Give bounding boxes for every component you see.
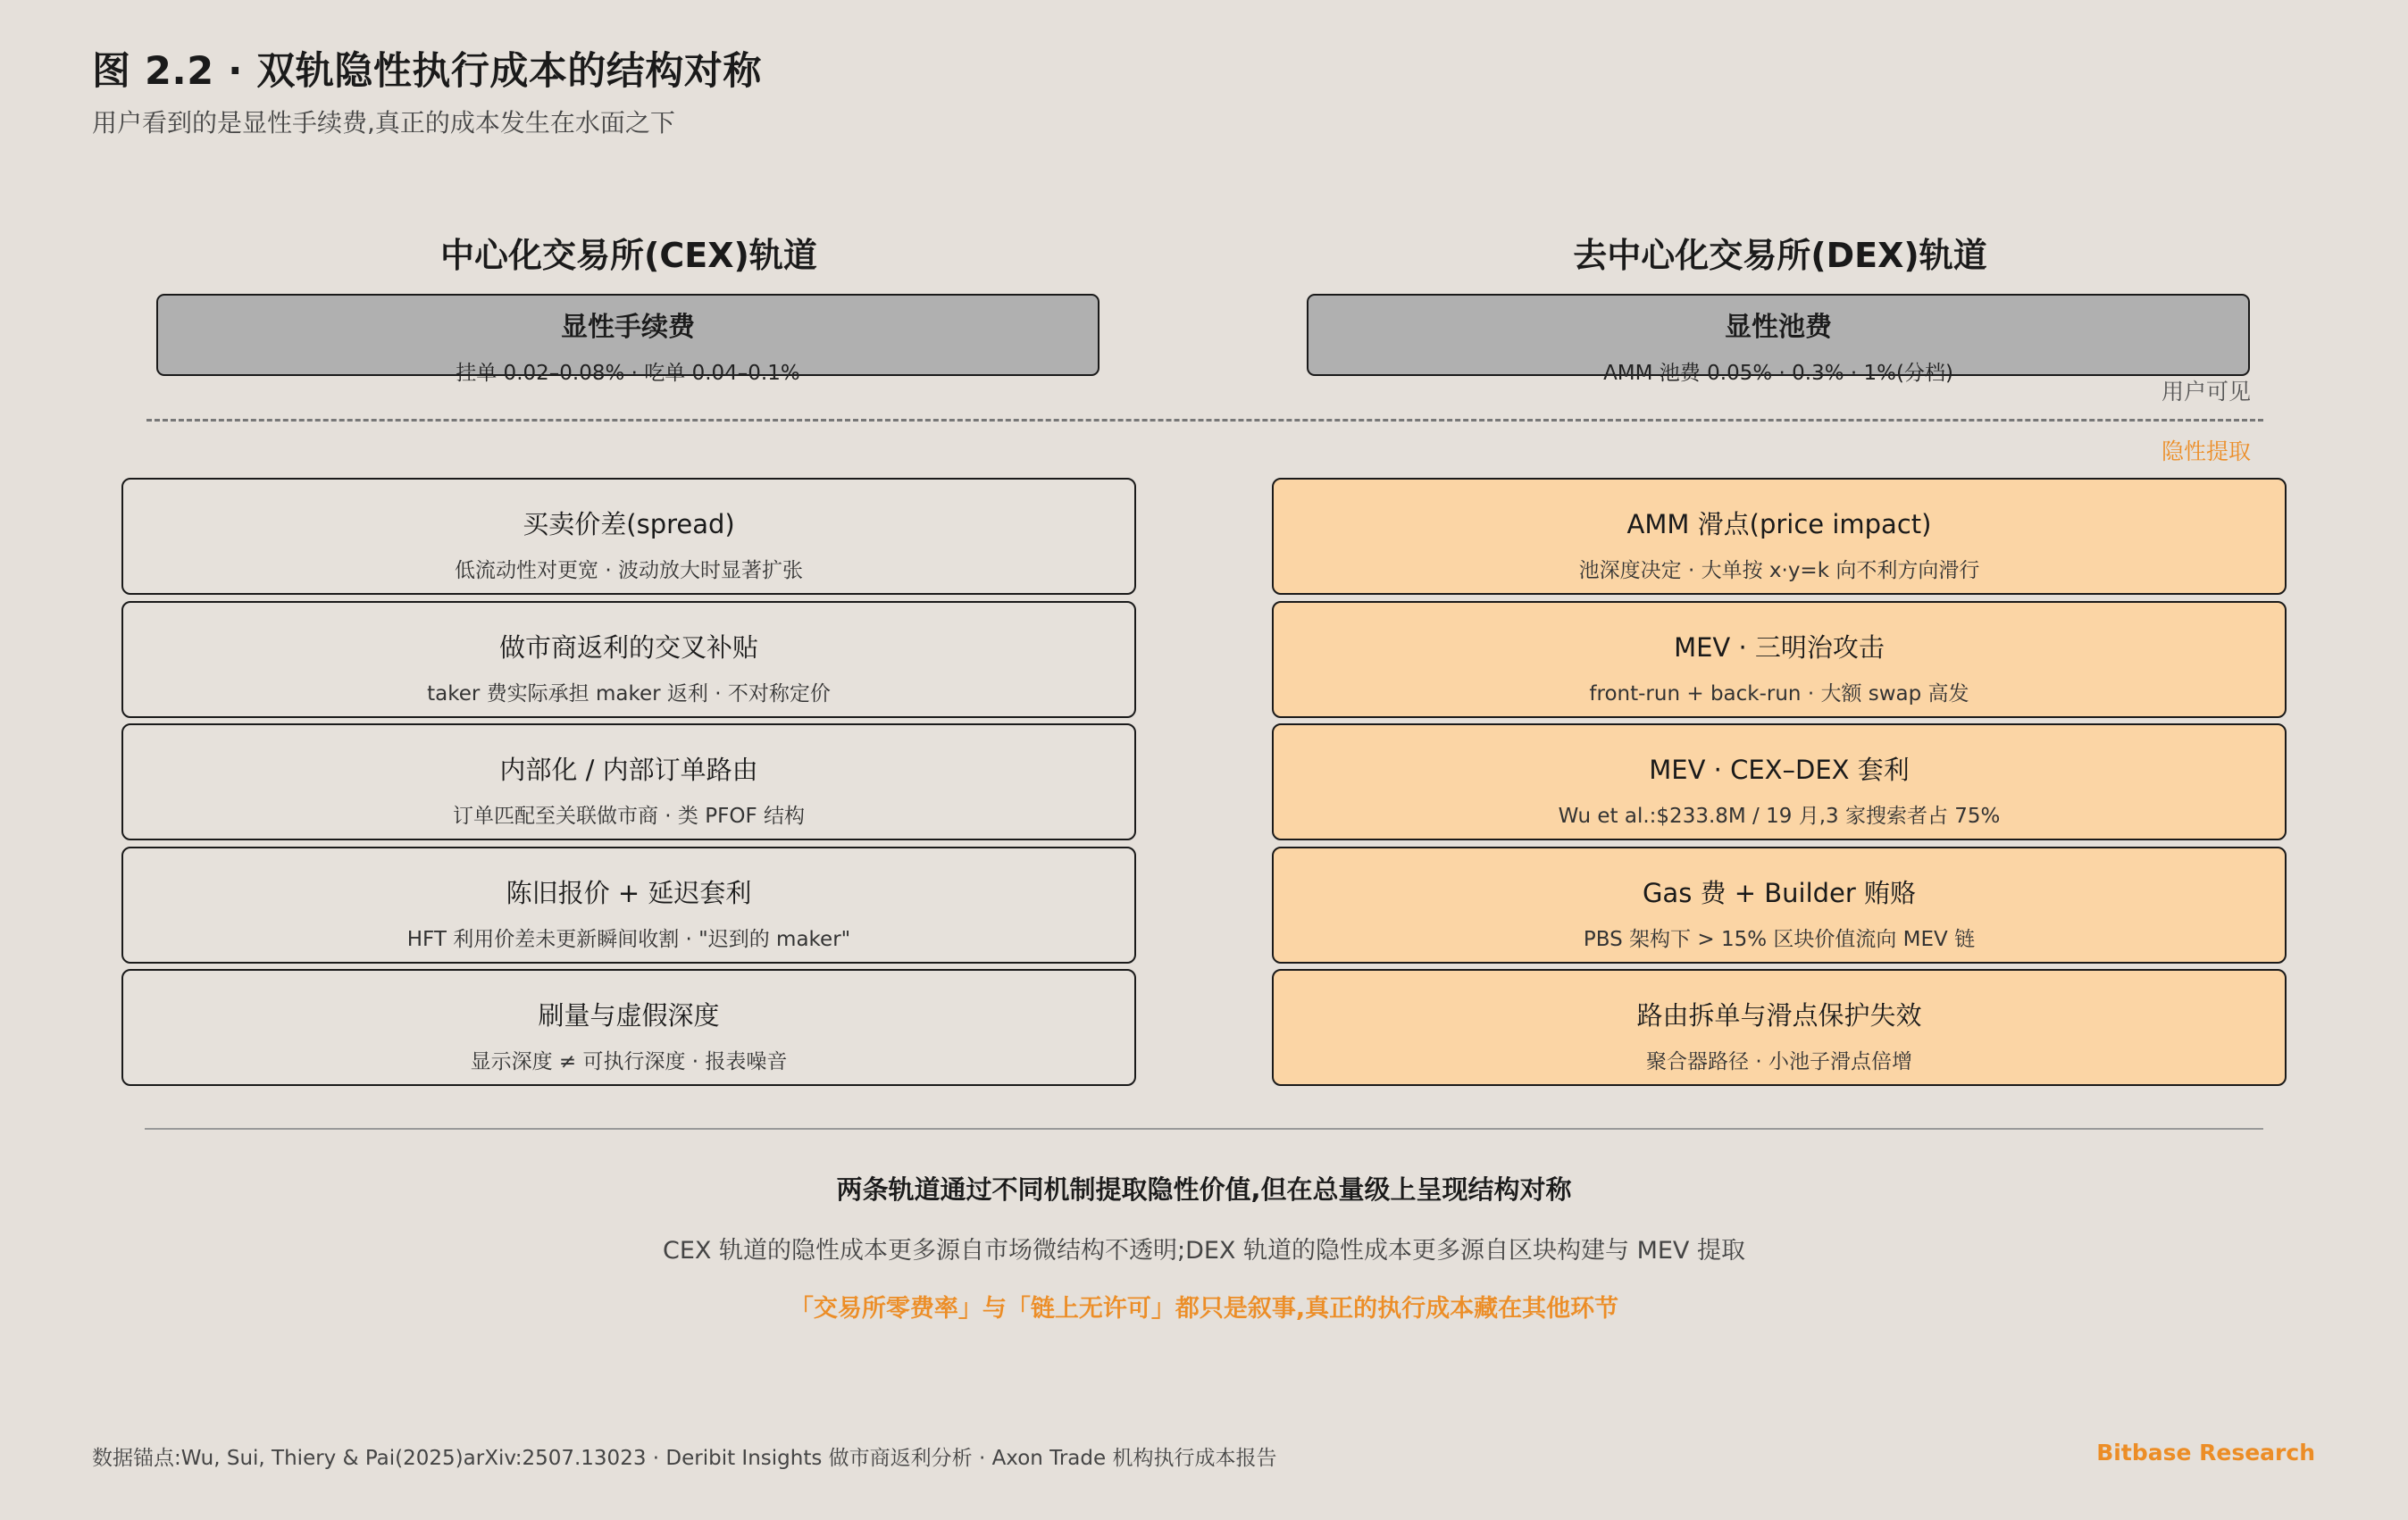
cex-cost-detail: HFT 利用价差未更新瞬间收割 · "迟到的 maker" [406, 927, 851, 951]
cex-hidden-cost-box [121, 723, 1136, 840]
cex-cost-detail: taker 费实际承担 maker 返利 · 不对称定价 [427, 681, 831, 706]
summary-headline: 两条轨道通过不同机制提取隐性价值,但在总量级上呈现结构对称 [836, 1174, 1572, 1205]
dex-hidden-cost-box [1272, 478, 2287, 595]
dex-cost-detail: 聚合器路径 · 小池子滑点倍增 [1646, 1050, 1912, 1073]
cex-cost-detail: 显示深度 ≠ 可执行深度 · 报表噪音 [470, 1050, 788, 1073]
figure-title: 图 2.2 · 双轨隐性执行成本的结构对称 [92, 49, 762, 94]
waterline-divider [146, 419, 2263, 422]
dex-hidden-cost-box [1272, 969, 2287, 1086]
dex-column-title: 去中心化交易所(DEX)轨道 [1573, 236, 1987, 275]
cex-hidden-cost-box [121, 478, 1136, 595]
dex-hidden-cost-stack [1272, 478, 2287, 1092]
cex-cost-title: 刷量与虚假深度 [538, 1000, 720, 1031]
dex-cost-detail: front-run + back-run · 大额 swap 高发 [1589, 681, 1969, 706]
dex-explicit-fee-box [1307, 294, 2250, 385]
dex-cost-title: MEV · 三明治攻击 [1674, 631, 1885, 663]
cex-cost-title: 陈旧报价 + 延迟套利 [506, 877, 752, 908]
dex-cost-detail: Wu et al.:$233.8M / 19 月,3 家搜索者占 75% [1558, 805, 2001, 828]
summary-highlight: 「交易所零费率」与「链上无许可」都只是叙事,真正的执行成本藏在其他环节 [789, 1295, 1619, 1323]
cex-cost-title: 做市商返利的交叉补贴 [498, 631, 758, 663]
user-visible-label: 用户可见 [2161, 379, 2251, 405]
cex-explicit-fee-box [156, 294, 1099, 385]
dex-hidden-cost-box [1272, 847, 2287, 964]
cex-column-title: 中心化交易所(CEX)轨道 [440, 236, 817, 275]
cex-hidden-cost-box [121, 601, 1136, 718]
cex-cost-title: 买卖价差(spread) [523, 509, 735, 539]
dex-cost-title: AMM 滑点(price impact) [1626, 509, 1932, 539]
cex-fee-detail: 挂单 0.02–0.08% · 吃单 0.04–0.1% [456, 362, 800, 385]
cex-cost-detail: 订单匹配至关联做市商 · 类 PFOF 结构 [453, 805, 805, 828]
dex-cost-detail: 池深度决定 · 大单按 x·y=k 向不利方向滑行 [1578, 559, 1980, 582]
dex-fee-title: 显性池费 [1725, 312, 1832, 343]
dex-hidden-cost-box [1272, 601, 2287, 718]
brand-label: Bitbase Research [2096, 1440, 2315, 1466]
cex-hidden-cost-stack [121, 478, 1136, 1092]
cex-hidden-cost-box [121, 969, 1136, 1086]
dex-cost-title: 路由拆单与滑点保护失效 [1636, 1000, 1922, 1031]
cex-fee-title: 显性手续费 [561, 312, 695, 343]
summary-detail: CEX 轨道的隐性成本更多源自市场微结构不透明;DEX 轨道的隐性成本更多源自区块构建与 MEV 提取 [662, 1237, 1745, 1265]
dex-hidden-cost-box [1272, 723, 2287, 840]
dex-fee-detail: AMM 池费 0.05% · 0.3% · 1%(分档) [1603, 362, 1953, 385]
dex-cost-detail: PBS 架构下 > 15% 区块价值流向 MEV 链 [1583, 927, 1976, 951]
source-note: 数据锚点:Wu, Sui, Thiery & Pai(2025)arXiv:2507.13023 · Deribit Insights 做市商返利分析 · Axon Trade 机构执行成本报告 [92, 1447, 1277, 1470]
figure-subtitle: 用户看到的是显性手续费,真正的成本发生在水面之下 [92, 108, 675, 138]
cex-cost-title: 内部化 / 内部订单路由 [499, 755, 758, 785]
hidden-extraction-label: 隐性提取 [2161, 438, 2251, 464]
dex-cost-title: Gas 费 + Builder 贿赂 [1642, 877, 1917, 908]
cex-cost-detail: 低流动性对更宽 · 波动放大时显著扩张 [455, 559, 803, 582]
cex-hidden-cost-box [121, 847, 1136, 964]
summary-divider [145, 1128, 2263, 1130]
dex-cost-title: MEV · CEX–DEX 套利 [1649, 755, 1910, 785]
